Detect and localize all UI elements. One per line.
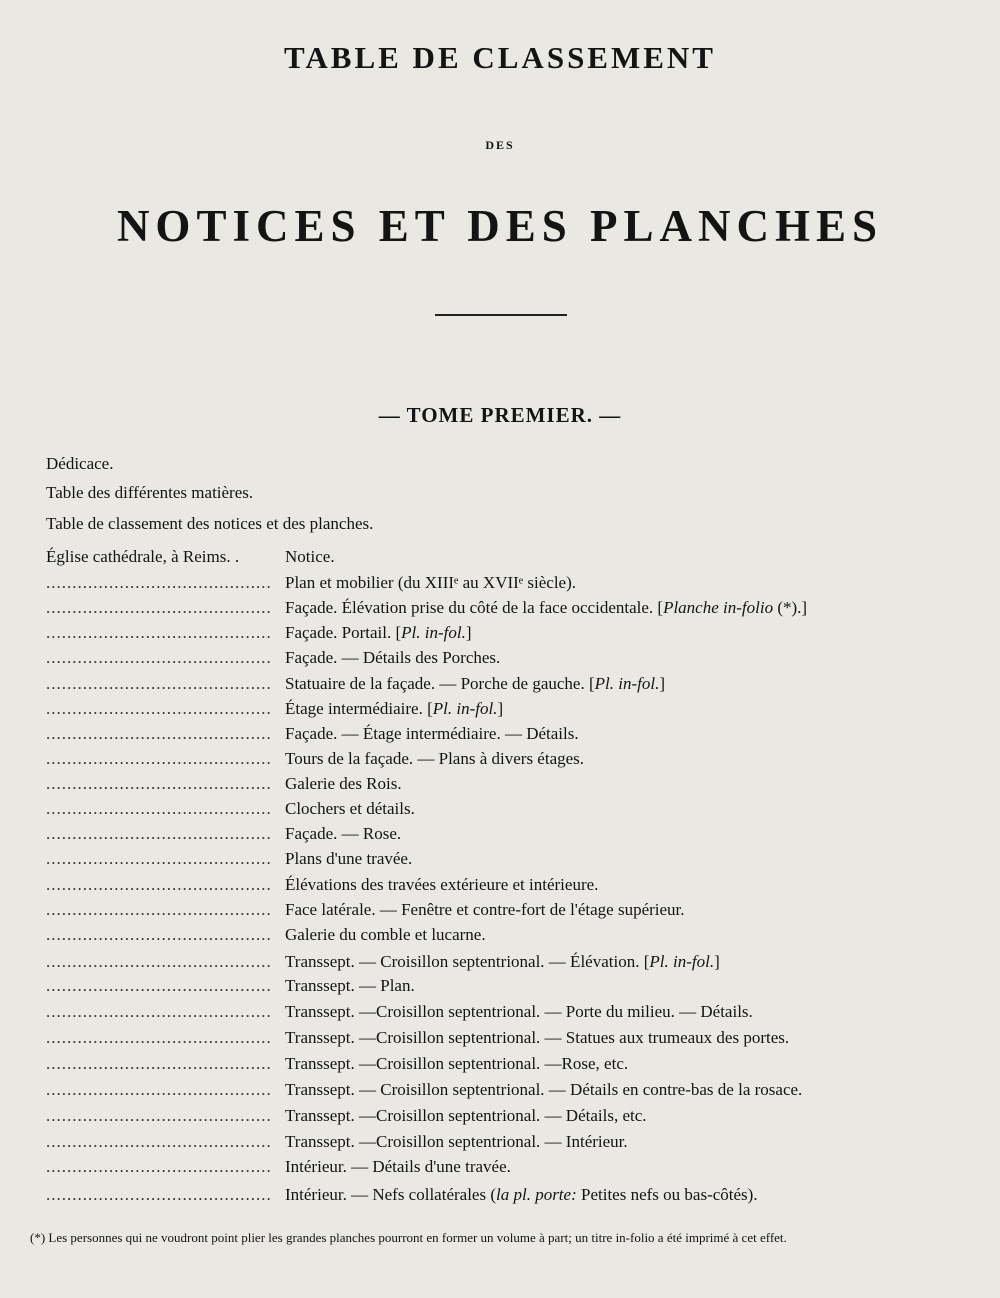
list-item bbox=[0, 596, 1000, 620]
entry-text: Statuaire de la façade. — Porche de gauche. [ bbox=[285, 674, 595, 693]
dot-leader: ........................................... bbox=[46, 648, 272, 667]
entry-italic: Planche in-folio bbox=[663, 598, 774, 617]
list-item bbox=[0, 950, 1000, 974]
list-item bbox=[0, 873, 1000, 897]
list-item bbox=[0, 571, 1000, 595]
footnote: (*) Les personnes qui ne voudront point plier les grandes planches pourront en former un volume à part; un titre in-folio a été imprimé à cet effet. bbox=[30, 1230, 787, 1245]
dot-leader: ........................................... bbox=[46, 1185, 272, 1204]
entry-description bbox=[285, 1183, 758, 1207]
entry-text: Façade. — Étage intermédiaire. — Détails. bbox=[285, 724, 579, 743]
dot-leader: ........................................... bbox=[46, 774, 272, 793]
entry-text: Plans d'une travée. bbox=[285, 849, 413, 868]
list-item bbox=[0, 974, 1000, 998]
entry-text: Galerie du comble et lucarne. bbox=[285, 925, 486, 944]
dot-leader: ........................................... bbox=[46, 875, 272, 894]
entry-description bbox=[285, 747, 584, 771]
entry-description bbox=[285, 898, 685, 922]
entry-text: Tours de la façade. — Plans à divers étages. bbox=[285, 749, 585, 768]
entry-description bbox=[285, 950, 720, 974]
dot-leader: ........................................... bbox=[46, 1028, 272, 1047]
dot-leader: ........................................... bbox=[46, 724, 272, 743]
dot-leader: ........................................... bbox=[46, 674, 272, 693]
entry-text: Transsept. —Croisillon septentrional. —Rose, etc. bbox=[285, 1054, 629, 1073]
entry-description bbox=[285, 923, 486, 947]
entry-title: Table des différentes matières. bbox=[46, 483, 254, 502]
page-title-connector: DES bbox=[485, 138, 515, 152]
dot-leader: ........................................... bbox=[46, 925, 272, 944]
entry-text: Façade. Portail. [ bbox=[285, 623, 402, 642]
entry-text: Étage intermédiaire. [ bbox=[285, 699, 433, 718]
dot-leader: ........................................... bbox=[46, 849, 272, 868]
entry-title: Table de classement des notices et des planches. bbox=[46, 514, 374, 533]
entry-suffix: ] bbox=[465, 623, 472, 642]
dot-leader: ........................................... bbox=[46, 976, 272, 995]
entry-suffix: ] bbox=[714, 952, 720, 971]
dot-leader: ........................................... bbox=[46, 699, 272, 718]
entry-text: Notice. bbox=[285, 547, 335, 566]
entry-description bbox=[285, 974, 415, 998]
entry-suffix: ] bbox=[497, 699, 504, 718]
entry-text: Transsept. —Croisillon septentrional. — Intérieur. bbox=[285, 1132, 628, 1151]
list-item bbox=[0, 1130, 1000, 1154]
entry-text: Façade. — Rose. bbox=[285, 824, 402, 843]
list-item bbox=[0, 1078, 1000, 1102]
entry-text: Transsept. — Plan. bbox=[285, 976, 415, 995]
dot-leader: ........................................... bbox=[46, 1157, 272, 1176]
dot-leader: ........................................... bbox=[46, 573, 272, 592]
entry-text: Intérieur. — Nefs collatérales ( bbox=[285, 1185, 496, 1204]
entry-description bbox=[285, 1000, 753, 1024]
title-divider bbox=[435, 314, 567, 316]
list-item bbox=[0, 697, 1000, 721]
entry-text: Plan et mobilier (du XIIIᵉ au XVIIᵉ siècle). bbox=[285, 573, 577, 592]
entry-description bbox=[285, 621, 472, 645]
entry-text: Transsept. —Croisillon septentrional. — Porte du milieu. — Détails. bbox=[285, 1002, 753, 1021]
dot-leader: ........................................... bbox=[46, 749, 272, 768]
entry-description bbox=[285, 672, 665, 696]
entry-description bbox=[285, 1104, 647, 1128]
page-title-top: TABLE DE CLASSEMENT bbox=[284, 40, 716, 75]
entry-text: Transsept. — Croisillon septentrional. — Élévation. [ bbox=[285, 952, 650, 971]
list-item bbox=[0, 512, 1000, 536]
dot-leader: ........................................... bbox=[46, 1054, 272, 1073]
entry-description bbox=[285, 1155, 511, 1179]
list-item bbox=[0, 672, 1000, 696]
list-item bbox=[0, 646, 1000, 670]
entry-text: Élévations des travées extérieure et intérieure. bbox=[285, 875, 599, 894]
entry-description bbox=[285, 596, 807, 620]
entry-description bbox=[285, 822, 401, 846]
dot-leader: ........................................... bbox=[46, 900, 272, 919]
entry-italic: la pl. porte: bbox=[496, 1185, 577, 1204]
list-item bbox=[0, 847, 1000, 871]
dot-leader: ........................................... bbox=[46, 824, 272, 843]
dot-leader: ........................................... bbox=[46, 1132, 272, 1151]
dot-leader: ........................................... bbox=[46, 1106, 272, 1125]
entry-suffix: Petites nefs ou bas-côtés). bbox=[576, 1185, 758, 1204]
entry-text: Transsept. —Croisillon septentrional. — Détails, etc. bbox=[285, 1106, 647, 1125]
list-item bbox=[0, 621, 1000, 645]
entry-text: Face latérale. — Fenêtre et contre-fort de l'étage supérieur. bbox=[285, 900, 685, 919]
entry-text: Intérieur. — Détails d'une travée. bbox=[285, 1157, 511, 1176]
list-item bbox=[0, 722, 1000, 746]
entry-description bbox=[285, 646, 500, 670]
entry-description bbox=[285, 873, 598, 897]
list-item bbox=[0, 772, 1000, 796]
list-item bbox=[0, 822, 1000, 846]
entry-description bbox=[285, 571, 576, 595]
tome-heading: — TOME PREMIER. — bbox=[378, 403, 622, 427]
dot-leader: ........................................... bbox=[46, 623, 272, 642]
dot-leader: ........................................... bbox=[46, 952, 272, 971]
entry-description bbox=[285, 722, 579, 746]
entry-suffix: (*).] bbox=[773, 598, 808, 617]
entry-italic: Pl. in-fol. bbox=[401, 623, 466, 642]
entry-description bbox=[285, 1052, 628, 1076]
entry-text: Transsept. — Croisillon septentrional. — Détails en contre-bas de la rosace. bbox=[285, 1080, 803, 1099]
entry-italic: Pl. in-fol. bbox=[649, 952, 715, 971]
list-item bbox=[0, 898, 1000, 922]
list-item bbox=[0, 1183, 1000, 1207]
list-item bbox=[0, 923, 1000, 947]
entry-text: Clochers et détails. bbox=[285, 799, 415, 818]
entry-description bbox=[285, 797, 415, 821]
list-item bbox=[0, 481, 1000, 505]
list-item bbox=[0, 797, 1000, 821]
list-item bbox=[0, 1104, 1000, 1128]
entry-text: Galerie des Rois. bbox=[285, 774, 402, 793]
entry-text: Façade. Élévation prise du côté de la face occidentale. [ bbox=[285, 598, 664, 617]
entry-description bbox=[285, 545, 335, 569]
entry-italic: Pl. in-fol. bbox=[594, 674, 660, 693]
entry-title: Dédicace. bbox=[46, 454, 114, 473]
list-item bbox=[0, 545, 1000, 569]
entry-text: Transsept. —Croisillon septentrional. — Statues aux trumeaux des portes. bbox=[285, 1028, 790, 1047]
dot-leader: ........................................... bbox=[46, 799, 272, 818]
dot-leader: ........................................... bbox=[46, 1080, 272, 1099]
dot-leader: ........................................... bbox=[46, 1002, 272, 1021]
list-item bbox=[0, 1000, 1000, 1024]
list-item bbox=[0, 1026, 1000, 1050]
entry-description bbox=[285, 697, 503, 721]
entry-description bbox=[285, 847, 412, 871]
list-item bbox=[0, 747, 1000, 771]
list-item bbox=[0, 1155, 1000, 1179]
dot-leader: ........................................... bbox=[46, 598, 272, 617]
list-item bbox=[0, 452, 1000, 476]
page-title-main: NOTICES ET DES PLANCHES bbox=[116, 201, 884, 251]
entry-description bbox=[285, 1078, 802, 1102]
entry-description bbox=[285, 1130, 628, 1154]
list-item bbox=[0, 1052, 1000, 1076]
entry-text: Façade. — Détails des Porches. bbox=[285, 648, 501, 667]
entry-description bbox=[285, 772, 402, 796]
entry-title: Église cathédrale, à Reims. . bbox=[46, 547, 240, 566]
entry-suffix: ] bbox=[659, 674, 666, 693]
entry-italic: Pl. in-fol. bbox=[432, 699, 498, 718]
entry-description bbox=[285, 1026, 789, 1050]
